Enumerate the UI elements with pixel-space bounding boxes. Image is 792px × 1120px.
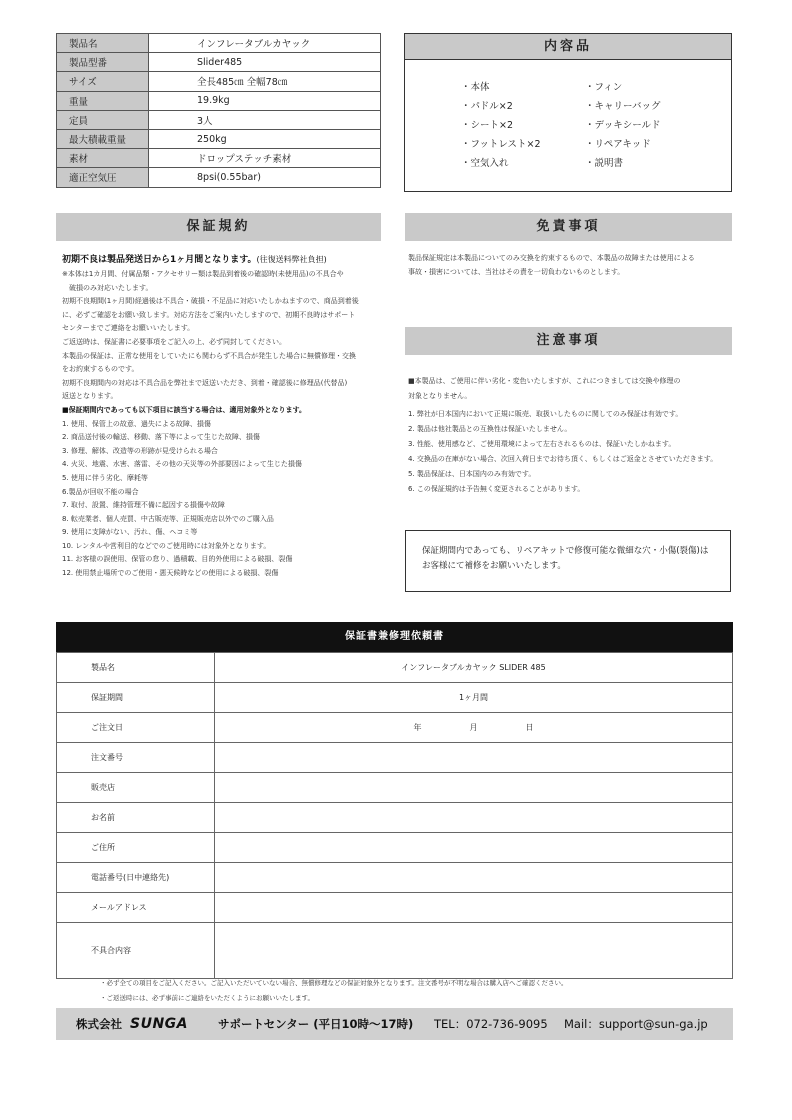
contents-item: ・キャリーバッグ xyxy=(585,101,661,112)
warranty-line: に、必ずご確認をお願い致します。対応方法をご案内いたしますので、初期不良時はサポート xyxy=(62,310,356,319)
warranty-line: 初期不良期間(1ヶ月間)経過後は不具合・破損・不足品に対応いたしかねますので、商品到着後 xyxy=(62,297,359,306)
spec-key: 最大積載重量 xyxy=(57,129,149,148)
phone-number: TEL：072-736-9095 xyxy=(434,1017,548,1031)
date-part-label: 月 xyxy=(469,723,478,732)
form-label: 販売店 xyxy=(57,773,215,803)
contents-col-2 xyxy=(585,78,661,173)
spec-key: 適正空気圧 xyxy=(57,168,149,187)
exclusion-item: 12. 使用禁止場所でのご使用・悪天候時などの使用による破損、裂傷 xyxy=(62,569,279,578)
spec-key: 素材 xyxy=(57,149,149,168)
date-part-label: 日 xyxy=(525,723,534,732)
form-field[interactable] xyxy=(215,863,733,893)
form-label: ご注文日 xyxy=(57,713,215,743)
brand-logo: SUNGA xyxy=(130,1016,188,1032)
exclusion-item: 11. お客様の誤使用、保管の怠り、過積載、目的外使用による破損、裂傷 xyxy=(62,555,293,564)
form-title: 保証書兼修理依頼書 xyxy=(56,622,733,652)
spec-row xyxy=(57,72,381,91)
repair-request-form xyxy=(56,652,733,979)
disclaimer-title: 免責事項 xyxy=(405,213,732,241)
form-label: 電話番号(日中連絡先) xyxy=(57,863,215,893)
warranty-line: をお約束するものです。 xyxy=(62,365,139,374)
contents-title: 内容品 xyxy=(405,34,731,60)
repair-kit-note xyxy=(405,530,731,592)
warranty-title: 保証規約 xyxy=(56,213,381,241)
form-row xyxy=(57,893,733,923)
spec-key: 定員 xyxy=(57,110,149,129)
form-field[interactable]: 1ヶ月間 xyxy=(215,683,733,713)
spec-row xyxy=(57,34,381,53)
form-label: 保証期間 xyxy=(57,683,215,713)
caution-line: 対象となりません。 xyxy=(408,392,472,400)
warranty-line: 本製品の保証は、正常な使用をしていたにも関わらず不具合が発生した場合に無償修理・交換 xyxy=(62,351,356,360)
spec-row xyxy=(57,149,381,168)
exclusion-item: 1. 使用、保管上の故意、過失による故障、損傷 xyxy=(62,419,211,428)
warranty-lead-text: 初期不良は製品発送日から1ヶ月間となります。 xyxy=(62,255,257,265)
footer-bar xyxy=(56,1008,733,1040)
form-field[interactable] xyxy=(215,773,733,803)
form-field[interactable]: インフレータブルカヤック SLIDER 485 xyxy=(215,653,733,683)
spec-key: 製品型番 xyxy=(57,53,149,72)
form-label: ご住所 xyxy=(57,833,215,863)
exclusion-item: 8. 転売業者、個人売買、中古販売等、正規販売店以外でのご購入品 xyxy=(62,514,274,523)
contents-item: ・リペアキッド xyxy=(585,139,651,150)
spec-row xyxy=(57,129,381,148)
spec-row xyxy=(57,110,381,129)
exclusion-item: 4. 火災、地震、水害、落雷、その他の天災等の外部要因によって生じた損傷 xyxy=(62,460,302,469)
spec-key: 重量 xyxy=(57,91,149,110)
caution-line: 3. 性能、使用感など、ご使用環境によって左右されるものは、保証いたしかねます。 xyxy=(408,440,676,448)
spec-key: サイズ xyxy=(57,72,149,91)
footnote: ・ご返送時には、必ず事前にご連絡をいただくようにお願いいたします。 xyxy=(100,994,314,1002)
form-field[interactable] xyxy=(215,803,733,833)
exclusion-item: 10. レンタルや営利目的などでのご使用時には対象外となります。 xyxy=(62,541,271,550)
form-field[interactable] xyxy=(215,923,733,979)
warranty-line: センターまでご連絡をお願いいたします。 xyxy=(62,324,195,333)
spec-table xyxy=(56,33,381,188)
form-row xyxy=(57,863,733,893)
warranty-body xyxy=(62,268,359,581)
warranty-line: ※本体は1カ月間、付属品類・アクセサリー類は製品到着後の確認時(未使用品)の不具合や xyxy=(62,270,344,278)
warranty-line: ご返送時は、保証書に必要事項をご記入の上、必ず同封してください。 xyxy=(62,337,286,346)
exclusion-item: 2. 商品送付後の輸送、移動、落下等によって生じた故障、損傷 xyxy=(62,433,260,442)
exclusion-item: 5. 使用に伴う劣化、摩耗等 xyxy=(62,473,148,482)
contents-item: ・説明書 xyxy=(585,158,624,169)
form-row xyxy=(57,833,733,863)
caution-body xyxy=(408,374,717,497)
footnote: ・必ず全ての項目をご記入ください。ご記入いただいていない場合、無償修理などの保証対象外となります。注文番号が不明な場合は購入店へご確認ください。 xyxy=(100,979,568,987)
spec-value: 3人 xyxy=(149,110,381,129)
caution-line: 6. この保証規約は予告無く変更されることがあります。 xyxy=(408,485,585,493)
exclusion-item: 3. 修理、解体、改造等の形跡が見受けられる場合 xyxy=(62,446,218,455)
contents-item: ・シート×2 xyxy=(461,120,514,131)
form-label: お名前 xyxy=(57,803,215,833)
spec-value: 19.9kg xyxy=(149,91,381,110)
form-row xyxy=(57,713,733,743)
form-row xyxy=(57,683,733,713)
contents-item: ・本体 xyxy=(461,82,490,93)
caution-line: 1. 弊社が日本国内において正規に販売、取扱いしたものに関してのみ保証は有効です。 xyxy=(408,410,683,418)
spec-value: Slider485 xyxy=(149,53,381,72)
spec-row xyxy=(57,91,381,110)
caution-line: ■本製品は、ご使用に伴い劣化・変色いたしますが、これにつきましては交換や修理の xyxy=(408,377,681,385)
warranty-lead xyxy=(62,252,327,265)
repair-note-line: お客様にて補修をお願いいたします。 xyxy=(422,561,566,571)
disclaimer-line: 事故・損害については、当社はその責を一切負わないものとします。 xyxy=(408,267,625,276)
caution-line: 4. 交換品の在庫がない場合、次回入荷日までお待ち頂く、もしくはご返金とさせていただきます。 xyxy=(408,455,718,463)
spec-value: インフレータブルカヤック xyxy=(149,34,381,53)
form-field[interactable] xyxy=(215,743,733,773)
support-center: サポートセンター (平日10時〜17時) xyxy=(218,1017,414,1031)
exclusion-item: 6.製品が回収不能の場合 xyxy=(62,487,139,496)
warranty-line: 返送となります。 xyxy=(62,392,118,401)
spec-key: 製品名 xyxy=(57,34,149,53)
form-label: 注文番号 xyxy=(57,743,215,773)
spec-value: 250kg xyxy=(149,129,381,148)
contents-item: ・フィン xyxy=(585,82,623,93)
contents-item: ・デッキシールド xyxy=(585,120,661,131)
form-label: メールアドレス xyxy=(57,893,215,923)
form-row xyxy=(57,773,733,803)
email-address: Mail：support@sun-ga.jp xyxy=(564,1017,708,1031)
order-date-parts xyxy=(215,722,732,733)
form-label: 不具合内容 xyxy=(57,923,215,979)
form-field[interactable] xyxy=(215,713,733,743)
contents-col-1 xyxy=(461,78,541,173)
caution-line: 2. 製品は他社製品との互換性は保証いたしません。 xyxy=(408,425,572,433)
form-field[interactable] xyxy=(215,833,733,863)
contents-item: ・パドル×2 xyxy=(461,101,513,112)
form-row xyxy=(57,653,733,683)
spec-value: 全長485㎝ 全幅78㎝ xyxy=(149,72,381,91)
contents-item: ・フットレスト×2 xyxy=(461,139,541,150)
warranty-line: 初期不良期間内の対応は不具合品を弊社まで返送いただき、到着・確認後に修理品(代替品) xyxy=(62,378,348,387)
repair-note-line: 保証期間内であっても、リペアキットで修復可能な微細な穴・小傷(裂傷)は xyxy=(422,546,709,556)
company-prefix: 株式会社 xyxy=(76,1017,122,1031)
disclaimer-line: 製品保証規定は本製品についてのみ交換を約束するもので、本製品の故障または使用による xyxy=(408,254,695,262)
spec-row xyxy=(57,53,381,72)
contents-item: ・空気入れ xyxy=(461,158,509,169)
exclusion-item: 7. 取付、設置、維持管理不備に起因する損傷や故障 xyxy=(62,501,225,510)
form-label: 製品名 xyxy=(57,653,215,683)
exclusion-heading: ■保証期間内であっても以下項目に該当する場合は、適用対象外となります。 xyxy=(62,405,306,414)
disclaimer-body xyxy=(408,252,695,279)
form-row xyxy=(57,923,733,979)
form-field[interactable] xyxy=(215,893,733,923)
spec-value: ドロップステッチ素材 xyxy=(149,149,381,168)
warranty-lead-note: (往復送料弊社負担) xyxy=(256,255,327,264)
caution-line: 5. 製品保証は、日本国内のみ有効です。 xyxy=(408,470,536,478)
exclusion-item: 9. 使用に支障がない、汚れ、傷、ヘコミ等 xyxy=(62,528,198,537)
form-row xyxy=(57,803,733,833)
warranty-line: 破損のみ対応いたします。 xyxy=(62,283,153,292)
spec-row xyxy=(57,168,381,187)
form-row xyxy=(57,743,733,773)
contents-box xyxy=(404,33,732,192)
date-part-label: 年 xyxy=(413,723,422,732)
caution-title: 注意事項 xyxy=(405,327,732,355)
spec-value: 8psi(0.55bar) xyxy=(149,168,381,187)
